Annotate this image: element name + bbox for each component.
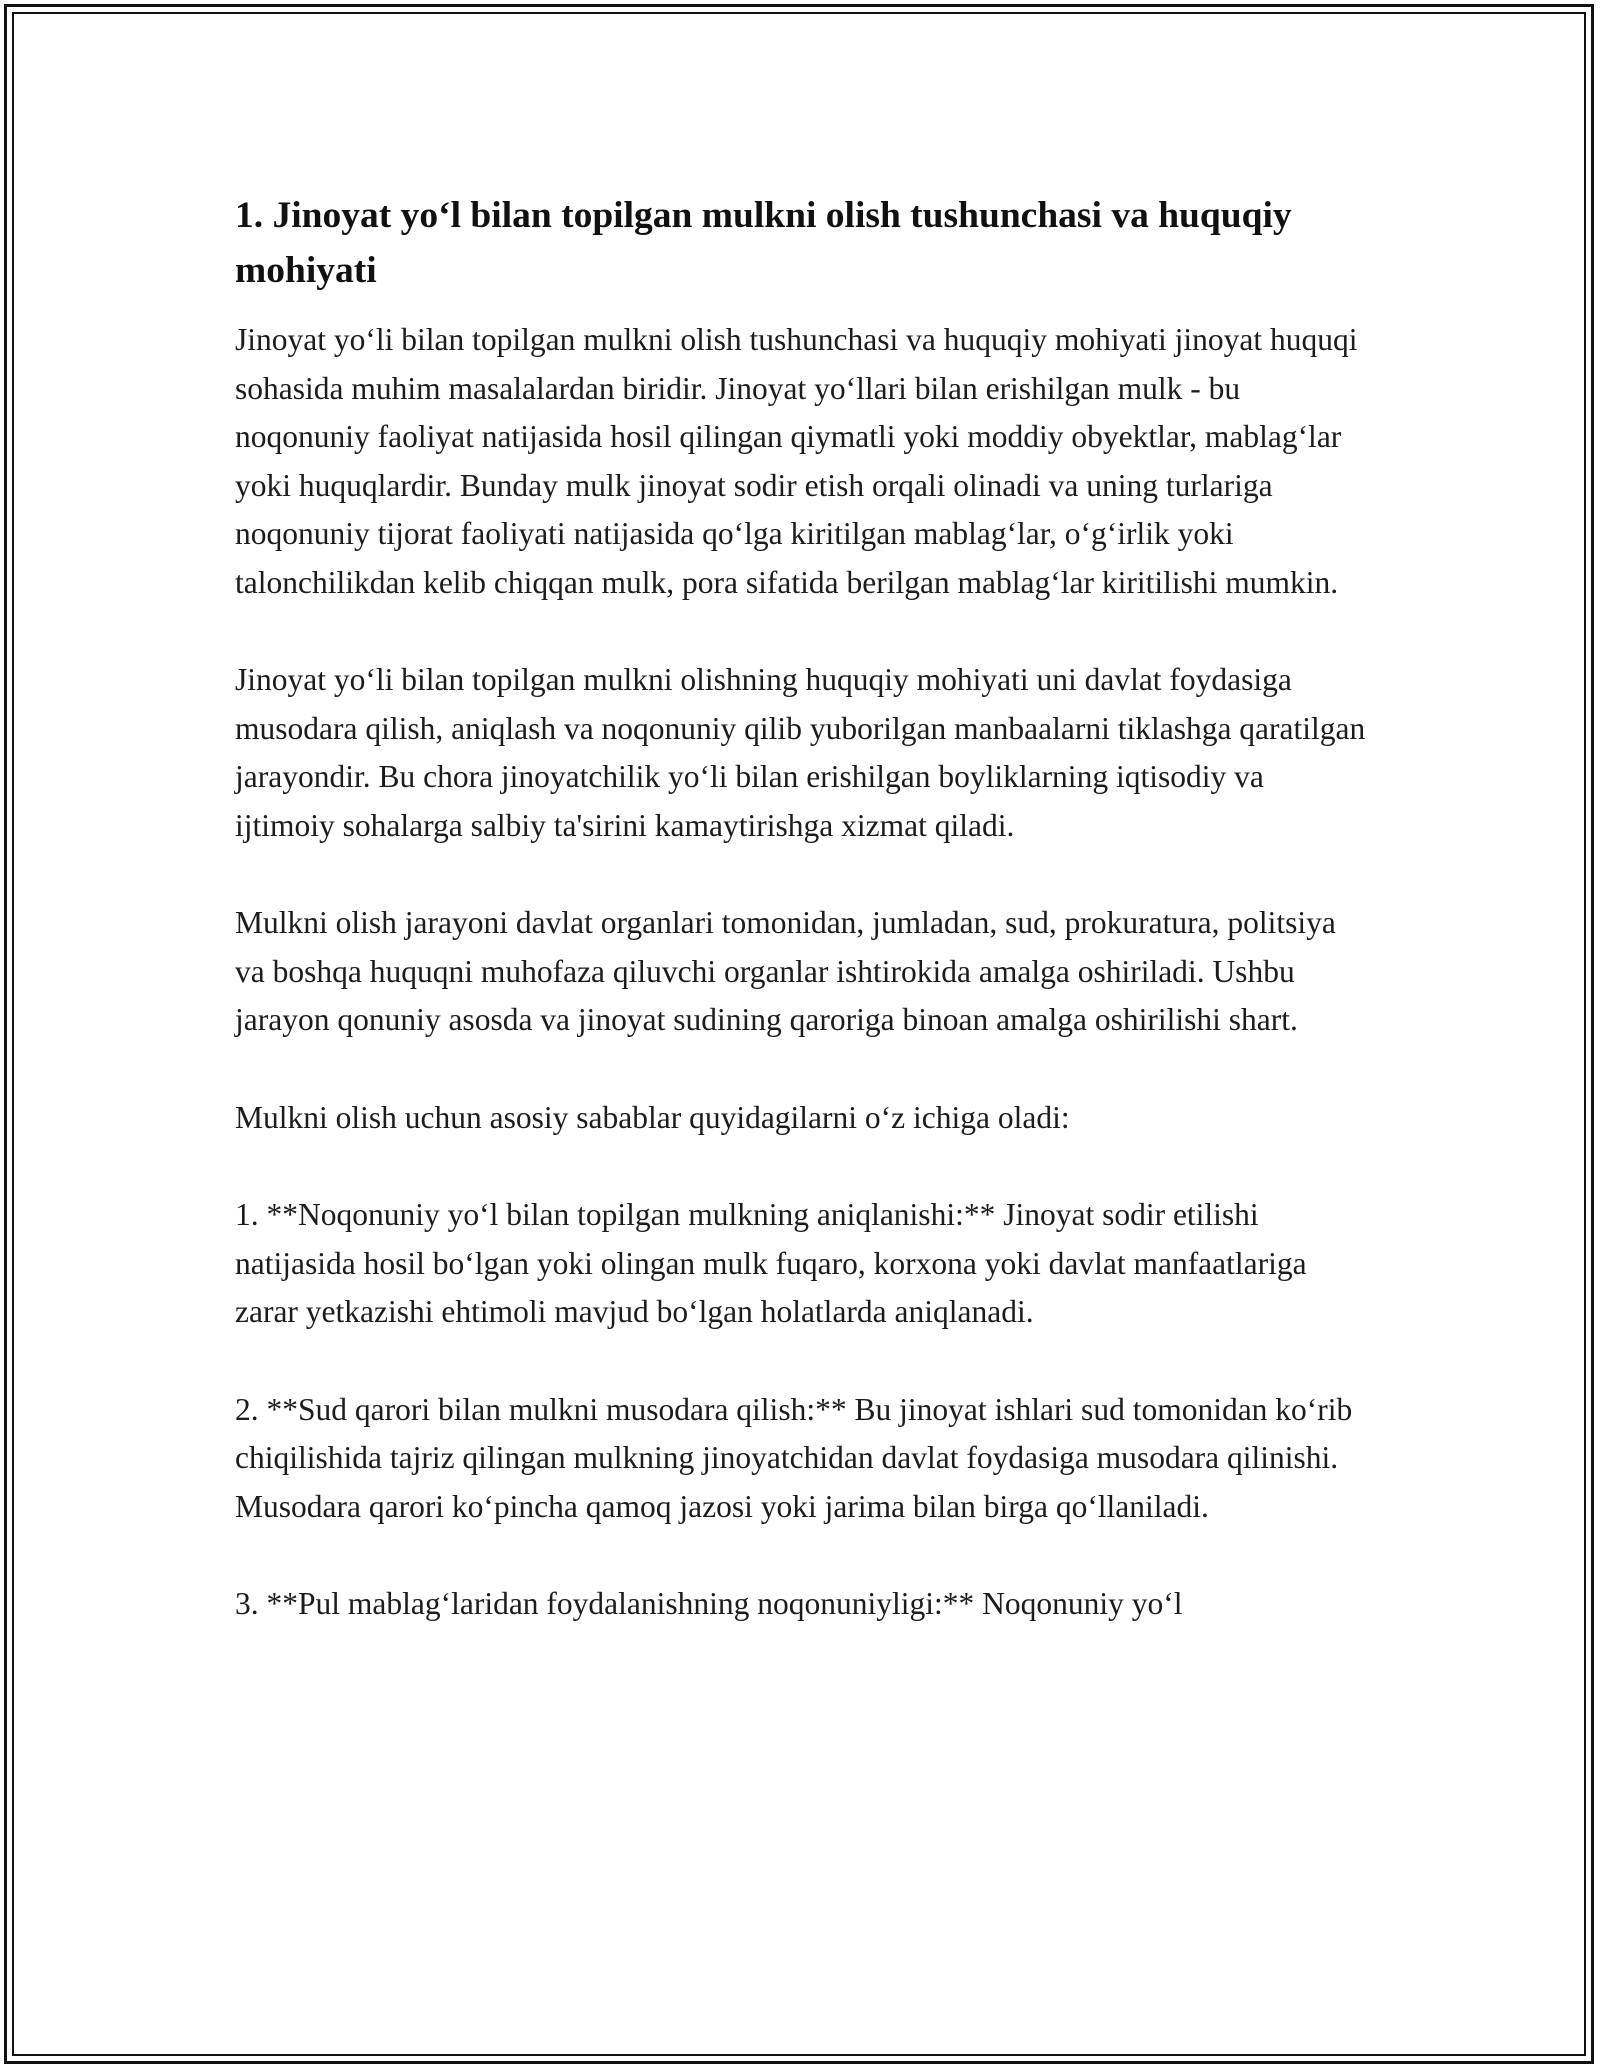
section-heading: 1. Jinoyat yo‘l bilan topilgan mulkni olish tushunchasi va huquqiy mohiyati [235, 195, 1292, 291]
paragraph-process: Mulkni olish jarayoni davlat organlari tomonidan, jumladan, sud, prokuratura, politsiya va boshqa huquqni muhofaza qiluvchi organlar ishtirokida amalga oshiriladi. Ushbu jarayon qonuniy asosda va jinoyat sudining qaroriga binoan amalga oshirilishi shart. [235, 905, 1336, 1037]
paragraph-legal-essence: Jinoyat yo‘li bilan topilgan mulkni olishning huquqiy mohiyati uni davlat foydasiga musodara qilish, aniqlash va noqonuniy qilib yuborilgan manbaalarni tiklashga qaratilgan jarayondir. Bu chora jinoyatchilik yo‘li bilan erishilgan boyliklarning iqtisodiy va ijtimoiy sohalarga salbiy ta'sirini kamaytirishga xizmat qiladi. [235, 662, 1366, 843]
document-body [235, 188, 1370, 1629]
list-item-1: 1. **Noqonuniy yo‘l bilan topilgan mulkning aniqlanishi:** Jinoyat sodir etilishi natijasida hosil bo‘lgan yoki olingan mulk fuqaro, korxona yoki davlat manfaatlariga zarar yetkazishi ehtimoli mavjud bo‘lgan holatlarda aniqlanadi. [235, 1197, 1307, 1329]
list-item-3: 3. **Pul mablag‘laridan foydalanishning noqonuniyligi:** Noqonuniy yo‘l [235, 1586, 1183, 1621]
paragraph-reasons-intro: Mulkni olish uchun asosiy sabablar quyidagilarni o‘z ichiga oladi: [235, 1099, 1070, 1135]
paragraph-concept: Jinoyat yo‘li bilan topilgan mulkni olish tushunchasi va huquqiy mohiyati jinoyat huquqi sohasida muhim masalalardan biridir. Jinoyat yo‘llari bilan erishilgan mulk - bu noqonuniy faoliyat natijasida hosil qilingan qiymatli yoki moddiy obyektlar, mablag‘lar yoki huquqlardir. Bunday mulk jinoyat sodir etish orqali olinadi va uning turlariga noqonuniy tijorat faoliyati natijasida qo‘lga kiritilgan mablag‘lar, o‘g‘irlik yoki talonchilikdan kelib chiqqan mulk, pora sifatida berilgan mablag‘lar kiritilishi mumkin. [235, 322, 1358, 600]
list-item-2: 2. **Sud qarori bilan mulkni musodara qilish:** Bu jinoyat ishlari sud tomonidan ko‘rib chiqilishida tajriz qilingan mulkning jinoyatchidan davlat foydasiga musodara qilinishi. Musodara qarori ko‘pincha qamoq jazosi yoki jarima bilan birga qo‘llaniladi. [235, 1391, 1353, 1524]
